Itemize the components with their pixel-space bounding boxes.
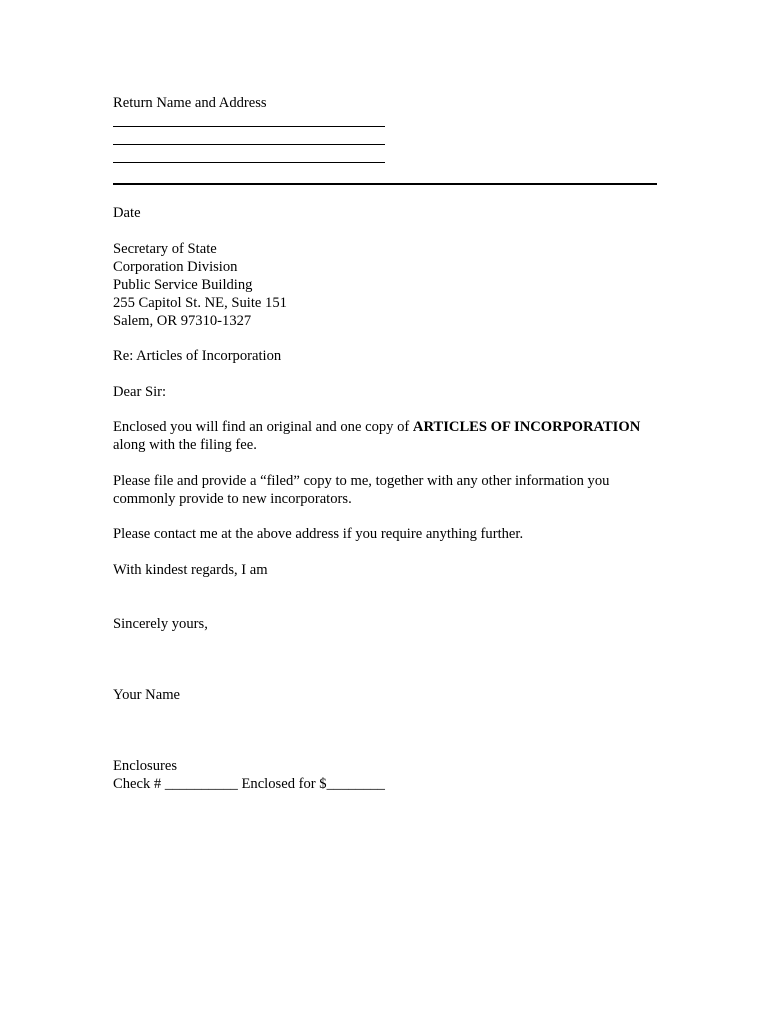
salutation: Dear Sir:	[113, 384, 167, 400]
body-paragraph-2-line-2: commonly provide to new incorporators.	[113, 491, 352, 507]
subject-line: Re: Articles of Incorporation	[113, 348, 282, 364]
body-paragraph-1-line-1	[113, 418, 640, 436]
header-divider	[113, 183, 657, 185]
recipient-line-1: Secretary of State	[113, 241, 217, 257]
return-address-blank-line-2[interactable]	[113, 144, 385, 145]
enclosures-check-line: Check # __________ Enclosed for $________	[113, 776, 385, 792]
signature-name: Your Name	[113, 687, 181, 703]
recipient-line-3: Public Service Building	[113, 277, 253, 293]
return-address-blank-line-1[interactable]	[113, 126, 385, 127]
recipient-line-5: Salem, OR 97310-1327	[113, 313, 252, 329]
body-paragraph-1-line-2: along with the filing fee.	[113, 437, 257, 453]
recipient-line-4: 255 Capitol St. NE, Suite 151	[113, 295, 287, 311]
return-address-label: Return Name and Address	[113, 95, 267, 111]
date-label: Date	[113, 205, 141, 221]
return-address-blank-line-3[interactable]	[113, 162, 385, 163]
body-paragraph-3: Please contact me at the above address if you require anything further.	[113, 526, 524, 542]
body-paragraph-4: With kindest regards, I am	[113, 562, 268, 578]
recipient-line-2: Corporation Division	[113, 259, 238, 275]
body-paragraph-1-text: Enclosed you will find an original and one copy of	[113, 419, 413, 435]
closing: Sincerely yours,	[113, 616, 208, 632]
articles-bold-text: ARTICLES OF INCORPORATION	[412, 419, 641, 435]
body-paragraph-2-line-1: Please file and provide a “filed” copy to me, together with any other information you	[113, 473, 610, 489]
enclosures-label: Enclosures	[113, 758, 178, 774]
